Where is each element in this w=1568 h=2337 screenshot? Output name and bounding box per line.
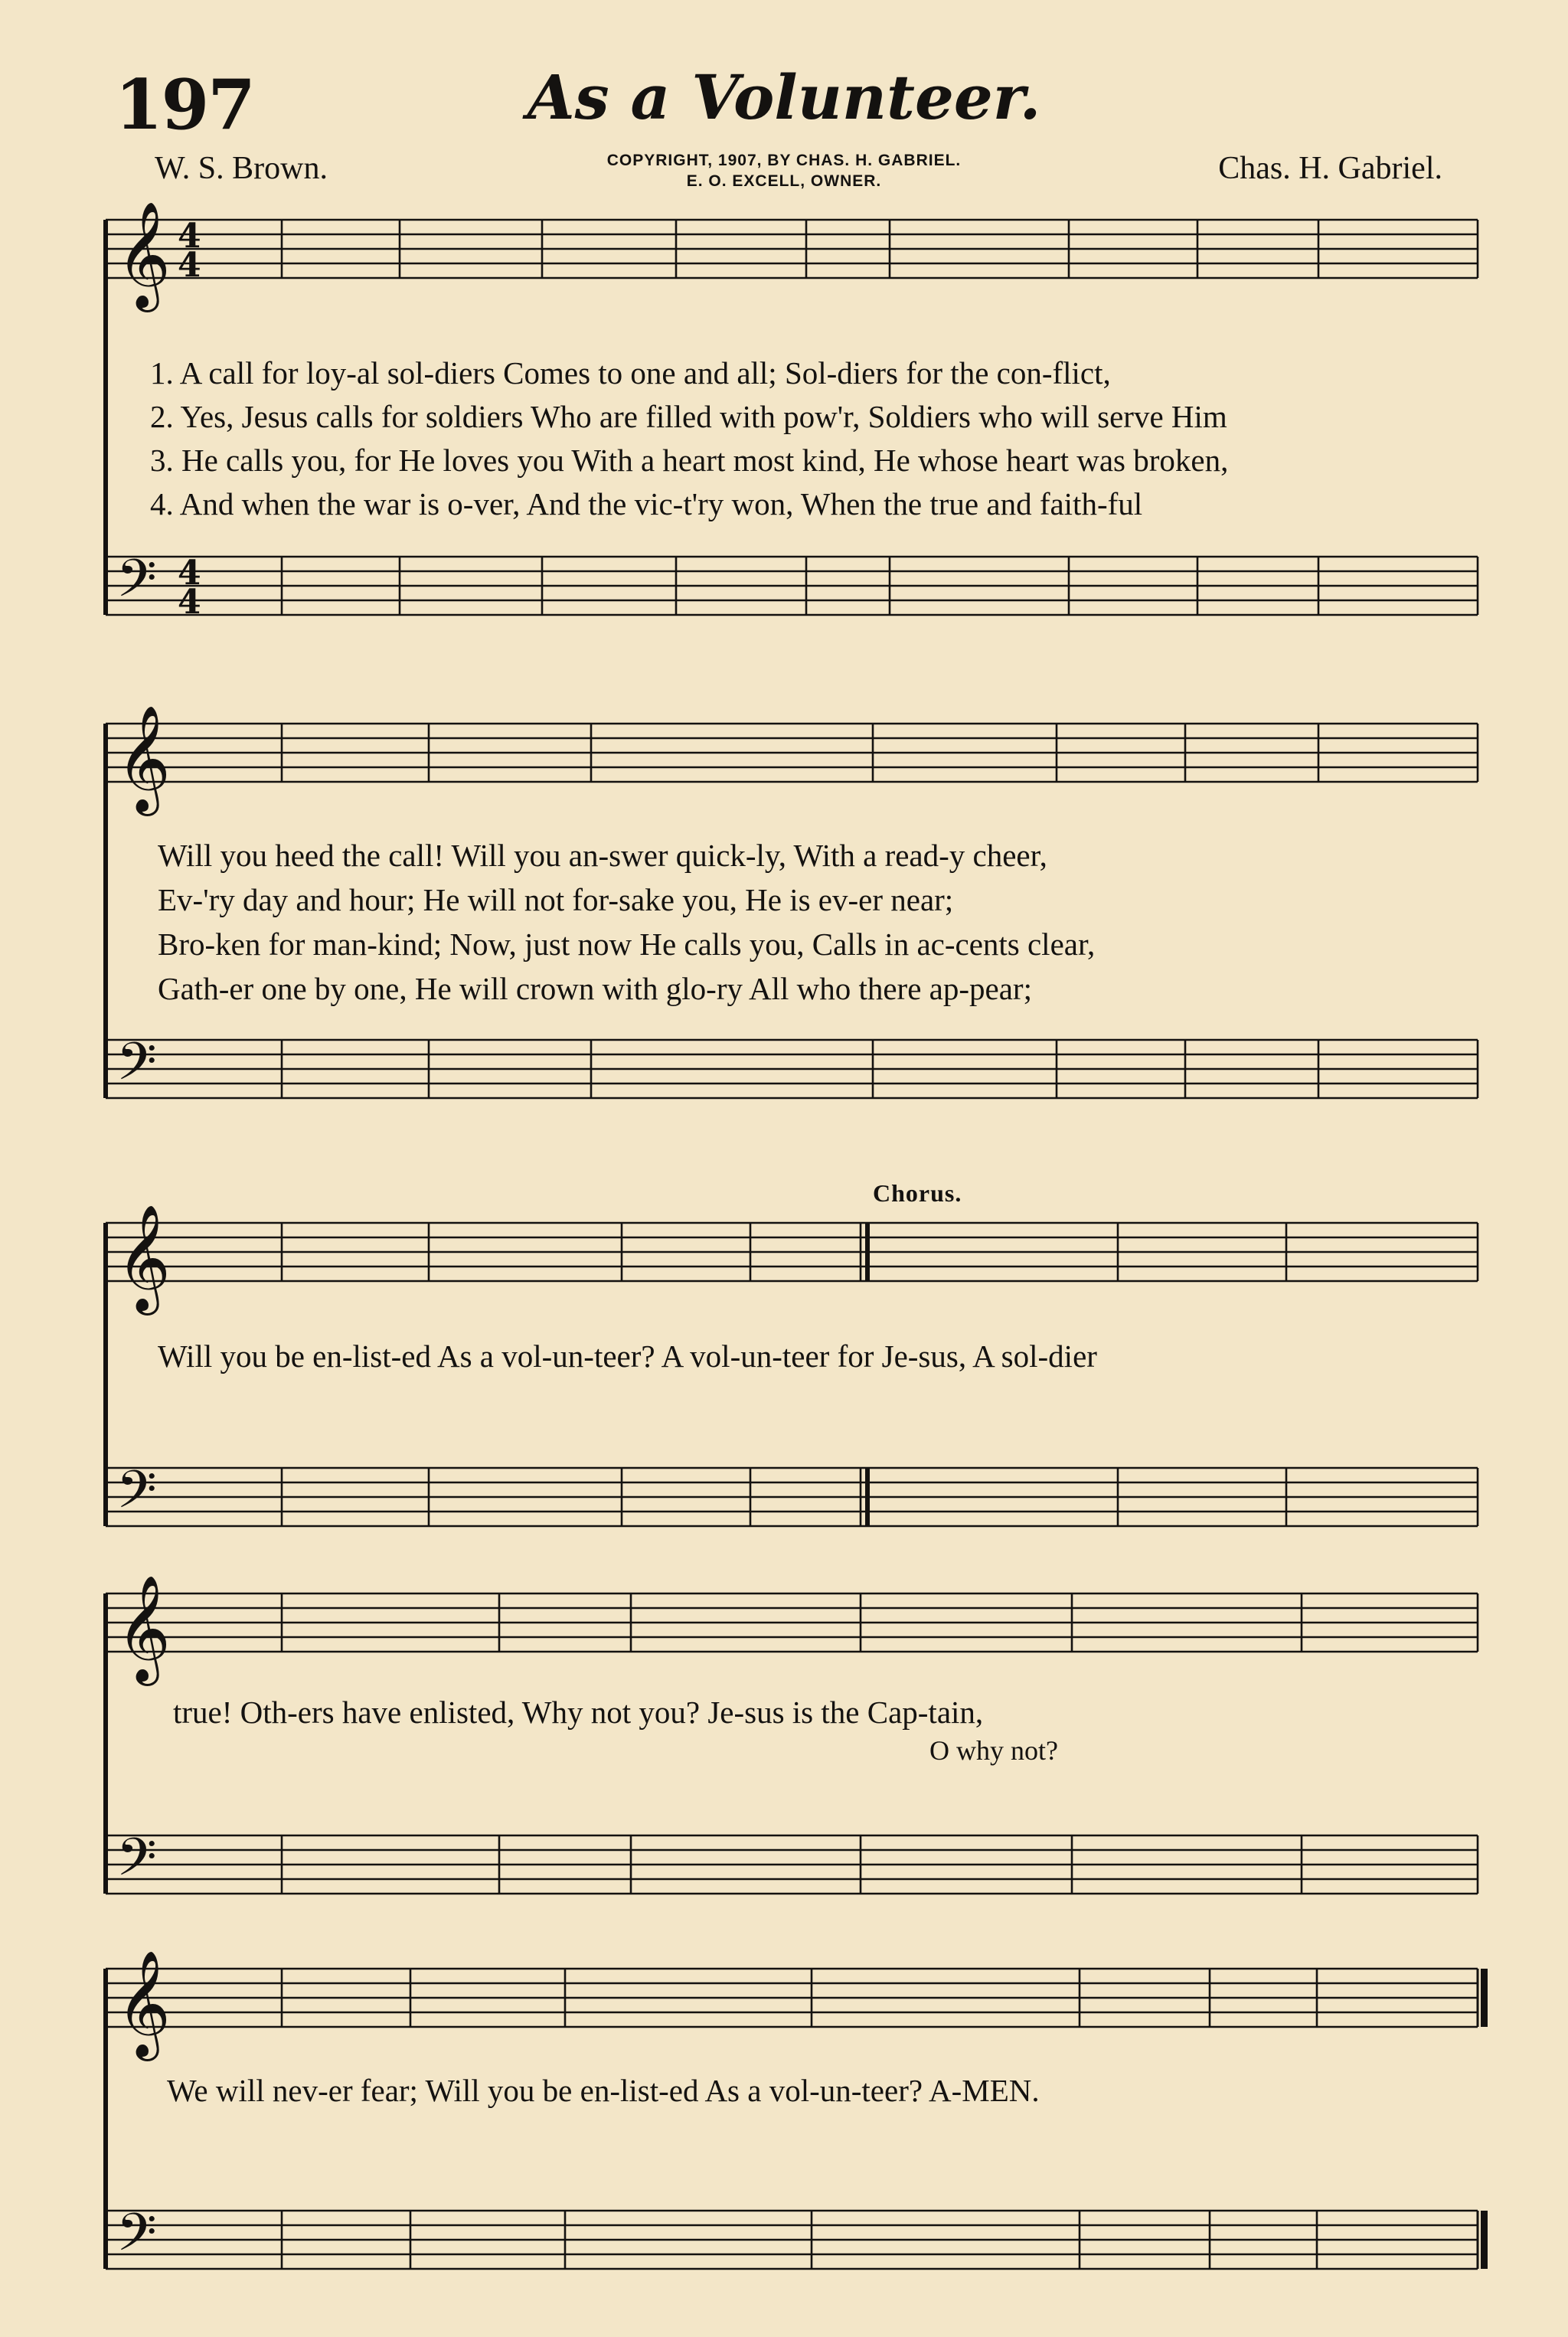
- composer-credit: Chas. H. Gabriel.: [1218, 151, 1442, 186]
- lyric-s1-v2: 2. Yes, Jesus calls for soldiers Who are filled with pow'r, Soldiers who will serve Him: [150, 399, 1227, 434]
- chorus-barline-s3-treble: [865, 1223, 870, 1281]
- copyright-line-2: E. O. EXCELL, OWNER.: [686, 172, 882, 190]
- lyric-s4-aside: O why not?: [929, 1735, 1058, 1766]
- time-signature-top-bass: 4: [178, 554, 201, 593]
- bass-clef-icon-s3: 𝄢: [116, 1460, 157, 1533]
- final-thick-barline-bass: [1481, 2211, 1488, 2269]
- lyric-s2-v3: Bro-ken for man-kind; Now, just now He calls you, Calls in ac-cents clear,: [158, 927, 1096, 962]
- lyric-s2-v2: Ev-'ry day and hour; He will not for-sake you, He is ev-er near;: [158, 882, 954, 917]
- treble-clef-icon-s2: 𝄞: [116, 705, 171, 812]
- time-signature-top-treble: 4: [178, 217, 201, 256]
- lyric-s1-v3: 3. He calls you, for He loves you With a heart most kind, He whose heart was broken,: [150, 443, 1229, 478]
- hymn-number: 197: [115, 64, 254, 145]
- final-thick-barline-treble: [1481, 1969, 1488, 2027]
- lyric-s3-v1: Will you be en-list-ed As a vol-un-teer? A vol-un-teer for Je-sus, A sol-dier: [158, 1338, 1097, 1374]
- lyric-s1-v4: 4. And when the war is o-ver, And the vic-t'ry won, When the true and faith-ful: [150, 486, 1143, 521]
- treble-clef-icon-s4: 𝄞: [116, 1575, 171, 1682]
- treble-clef-icon-s1: 𝄞: [116, 201, 171, 308]
- lyric-s2-v1: Will you heed the call! Will you an-swer quick-ly, With a read-y cheer,: [158, 838, 1047, 873]
- bass-clef-icon-s2: 𝄢: [116, 1032, 157, 1105]
- lyric-s2-v4: Gath-er one by one, He will crown with glo-ry All who there ap-pear;: [158, 971, 1032, 1006]
- bass-clef-icon-s1: 𝄢: [116, 549, 157, 622]
- chorus-label: Chorus.: [873, 1179, 962, 1207]
- treble-clef-icon-s3: 𝄞: [116, 1204, 171, 1311]
- copyright-line-1: COPYRIGHT, 1907, BY CHAS. H. GABRIEL.: [606, 152, 962, 169]
- chorus-barline-s3-bass: [865, 1468, 870, 1526]
- lyric-s1-v1: 1. A call for loy-al sol-diers Comes to one and all; Sol-diers for the con-flict,: [150, 355, 1111, 391]
- author-credit: W. S. Brown.: [155, 151, 328, 186]
- lyric-s5-v1: We will nev-er fear; Will you be en-list-ed As a vol-un-teer? A-MEN.: [167, 2073, 1040, 2108]
- bass-clef-icon-s5: 𝄢: [116, 2203, 157, 2276]
- lyric-s4-v1: true! Oth-ers have enlisted, Why not you? Je-sus is the Cap-tain,: [173, 1695, 984, 1730]
- time-signature-bottom-treble: 4: [178, 246, 201, 285]
- bass-clef-icon-s4: 𝄢: [116, 1828, 157, 1901]
- hymn-title: As a Volunteer.: [527, 61, 1041, 133]
- treble-clef-icon-s5: 𝄞: [116, 1950, 171, 2057]
- time-signature-bottom-bass: 4: [178, 583, 201, 622]
